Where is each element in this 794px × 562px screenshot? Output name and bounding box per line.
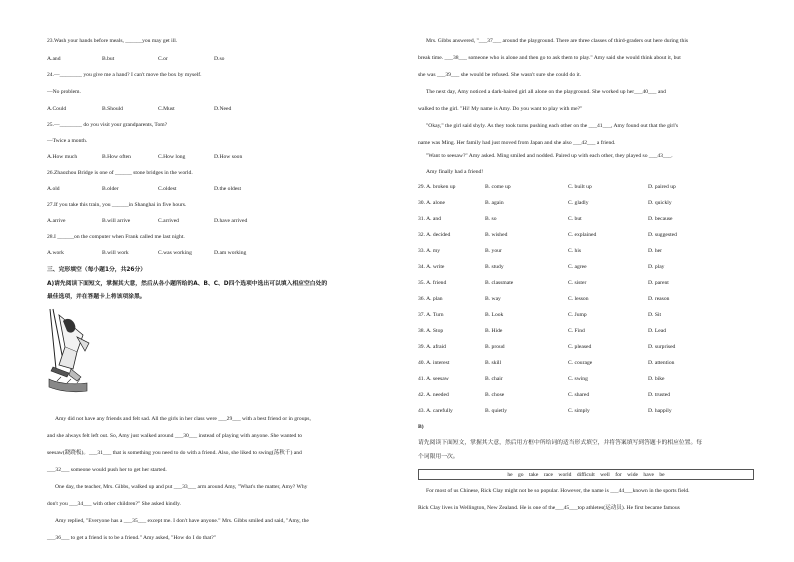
option-38-b: B. Hide	[485, 328, 503, 334]
passage-a-line-1: Amy did not have any friends and felt sad. All the girls in her class were ___29___ with a best friend or in groups,	[55, 416, 311, 422]
passage-a-cont-line-7: name was Ming. Her family had just moved from Japan and she also ___42___ a friend.	[418, 140, 616, 146]
option-38-a: 38. A. Stop	[418, 328, 444, 334]
passage-a-line-6: don't you ___34___ with other children?" She asked kindly.	[47, 501, 181, 507]
option-43-b: B. quietly	[485, 408, 508, 414]
option-37-c: C. Jump	[568, 312, 587, 318]
option-32-b: B. wished	[485, 232, 508, 238]
option-40-a: 40. A. interest	[418, 360, 450, 366]
option-a: A.Could	[47, 106, 67, 112]
option-37-b: B. Look	[485, 312, 504, 318]
option-a: A.How much	[47, 154, 78, 160]
question-24-stem: 24.—________ you give me a hand? I can't move the box by myself.	[47, 72, 202, 78]
section-instruction-line-1: A)请先阅读下面短文，掌握其大意，然后从各小题所给的A、B、C、D四个选项中选出可以填入相应空白处的	[47, 281, 328, 287]
option-d: D.Need	[214, 106, 232, 112]
passage-a-line-8: ___36___ to get a friend is to be a friend." Amy asked, "How do I do that?"	[47, 535, 217, 541]
passage-a-line-4: ___32___ someone would push her to get her started.	[47, 467, 167, 473]
option-40-d: D. attention	[648, 360, 675, 366]
option-c: C.arrived	[158, 218, 179, 224]
option-39-b: B. proud	[485, 344, 505, 350]
option-35-d: D. parent	[648, 280, 669, 286]
option-c: C.How long	[158, 154, 186, 160]
option-30-b: B. again	[485, 200, 504, 206]
option-d: D.How soon	[214, 154, 243, 160]
question-25-reply: —Twice a month.	[47, 138, 88, 144]
option-41-a: 41. A. seesaw	[418, 376, 449, 382]
passage-a-cont-line-6: "Okay," the girl said shyly. As they took turns pushing each other on the ___41___, Amy found out that the girl's	[426, 123, 679, 129]
option-37-d: D. Sit	[648, 312, 662, 318]
option-d: D.am working	[214, 250, 247, 256]
option-34-a: 34. A. write	[418, 264, 445, 270]
option-42-b: B. chose	[485, 392, 505, 398]
section-b-instruction-line-1: 请先阅读下面短文，掌握其大意，然后用方框中所给词的适当形式填空，并将答案填写到答题卡的相应位置。每	[418, 440, 703, 446]
option-29-d: D. paired up	[648, 184, 676, 190]
passage-a-cont-line-2: break time. ___38___ someone who is alone and then go to ask them to play." Amy said she would think about it, but	[418, 55, 681, 61]
option-39-d: D. surprised	[648, 344, 676, 350]
option-33-b: B. your	[485, 248, 502, 254]
word-bank-box: he go take race world difficult well for wide have be	[418, 469, 754, 480]
option-29-a: 29. A. broken up	[418, 184, 456, 190]
option-35-b: B. classmate	[485, 280, 514, 286]
section-b-instruction-line-2: 个词限用一次。	[418, 454, 459, 460]
passage-b-line-2: Rick Clay lives in Wellington, New Zealand. He is one of the___45___top athletes(运动员). He first became famous	[418, 505, 680, 511]
option-a: A.arrive	[47, 218, 66, 224]
option-37-a: 37. A. Turn	[418, 312, 444, 318]
option-30-c: C. gladly	[568, 200, 589, 206]
option-d: D.so	[214, 56, 225, 62]
option-a: A.work	[47, 250, 64, 256]
passage-a-cont-line-9: Amy finally had a friend!	[426, 169, 484, 175]
option-32-d: D. suggested	[648, 232, 677, 238]
option-a: A.old	[47, 186, 60, 192]
option-32-c: C. explained	[568, 232, 597, 238]
option-29-b: B. come up	[485, 184, 511, 190]
option-b: B.How often	[102, 154, 131, 160]
swing-girl-illustration	[47, 307, 93, 395]
option-b: B.will arrive	[102, 218, 131, 224]
option-34-c: C. agree	[568, 264, 587, 270]
option-30-a: 30. A. alone	[418, 200, 446, 206]
option-b: B.older	[102, 186, 119, 192]
option-43-d: D. happily	[648, 408, 672, 414]
option-31-b: B. so	[485, 216, 497, 222]
option-36-b: B. way	[485, 296, 501, 302]
option-42-c: C. shared	[568, 392, 590, 398]
option-36-c: C. lesson	[568, 296, 589, 302]
option-41-b: B. chair	[485, 376, 503, 382]
passage-a-cont-line-5: walked to the girl. "Hi! My name is Amy. Do you want to play with me?"	[418, 106, 583, 112]
option-40-b: B. skill	[485, 360, 502, 366]
option-34-d: D. play	[648, 264, 665, 270]
passage-a-line-5: One day, the teacher, Mrs. Gibbs, walked up and put ___33___ arm around Amy, "What's the matter, Amy? Why	[55, 484, 308, 490]
option-c: C.oldest	[158, 186, 177, 192]
option-31-c: C. but	[568, 216, 582, 222]
option-41-c: C. swing	[568, 376, 588, 382]
option-32-a: 32. A. decided	[418, 232, 451, 238]
passage-b-line-1: For most of us Chinese, Rick Clay might not be so popular. However, the name is ___44___known in the sports field.	[426, 488, 690, 494]
option-c: C.was working	[158, 250, 192, 256]
passage-a-cont-line-1: Mrs. Gibbs answered, "___37___ around the playground. There are three classes of third-graders out here during this	[426, 38, 689, 44]
passage-a-line-2: and she always felt left out. So, Amy just walked around ___30___ instead of playing with anyone. She wanted to	[47, 433, 303, 439]
passage-a-cont-line-3: she was ___39___ she would be refused. She wasn't sure she could do it.	[418, 72, 582, 78]
passage-a-line-3: seesaw(跷跷板)。___31___ that is something you need to do with a friend. Also, she liked to swing(荡秋千) and	[47, 450, 302, 456]
section-title: 三、完形填空（每小题1分，共26分）	[47, 267, 147, 273]
option-39-a: 39. A. afraid	[418, 344, 446, 350]
option-b: B.but	[102, 56, 115, 62]
option-39-c: C. pleased	[568, 344, 592, 350]
option-31-a: 31. A. and	[418, 216, 441, 222]
option-29-c: C. built up	[568, 184, 592, 190]
question-28-stem: 28.I ______on the computer when Frank called me last night.	[47, 234, 185, 240]
question-25-stem: 25.—________ do you visit your grandparents, Tom?	[47, 122, 168, 128]
option-34-b: B. study	[485, 264, 504, 270]
passage-a-line-7: Amy replied, "Everyone has a ___35___ except me. I don't have anyone." Mrs. Gibbs smiled and said, "Amy, the	[55, 518, 309, 524]
section-b-label: B)	[418, 424, 424, 430]
option-36-d: D. reason	[648, 296, 670, 302]
passage-a-cont-line-8: "Want to seesaw?" Amy asked. Ming smiled and nodded. Paired up with each other, they played so ___43___.	[426, 153, 673, 159]
option-33-a: 33. A. my	[418, 248, 441, 254]
option-31-d: D. because	[648, 216, 673, 222]
option-35-c: C. sister	[568, 280, 587, 286]
section-instruction-line-2: 最佳选项，并在答题卡上将该项涂黑。	[47, 294, 146, 300]
option-33-c: C. his	[568, 248, 582, 254]
option-d: D.the oldest	[214, 186, 242, 192]
option-d: D.have arrived	[214, 218, 248, 224]
option-b: B.Should	[102, 106, 123, 112]
option-43-c: C. simply	[568, 408, 590, 414]
option-c: C.Must	[158, 106, 175, 112]
option-a: A.and	[47, 56, 61, 62]
option-38-d: D. Lead	[648, 328, 667, 334]
question-27-stem: 27.If you take this train, you ______in Shanghai in five hours.	[47, 202, 187, 208]
option-43-a: 43. A. carefully	[418, 408, 453, 414]
question-26-stem: 26.Zhaozhou Bridge is one of ______ stone bridges in the world.	[47, 170, 193, 176]
question-24-reply: —No problem.	[47, 89, 81, 95]
option-36-a: 36. A. plan	[418, 296, 443, 302]
option-41-d: D. bike	[648, 376, 665, 382]
option-35-a: 35. A. friend	[418, 280, 447, 286]
option-30-d: D. quickly	[648, 200, 672, 206]
option-40-c: C. courage	[568, 360, 593, 366]
option-c: C.or	[158, 56, 168, 62]
option-33-d: D. her	[648, 248, 662, 254]
option-38-c: C. Find	[568, 328, 585, 334]
passage-a-cont-line-4: The next day, Amy noticed a dark-haired girl all alone on the playground. She worked up her___40___ and	[426, 89, 666, 95]
option-42-a: 42. A. needed	[418, 392, 449, 398]
option-b: B.will work	[102, 250, 129, 256]
option-42-d: D. trusted	[648, 392, 671, 398]
question-23-stem: 23.Wash your hands before meals, ______you may get ill.	[47, 38, 178, 44]
